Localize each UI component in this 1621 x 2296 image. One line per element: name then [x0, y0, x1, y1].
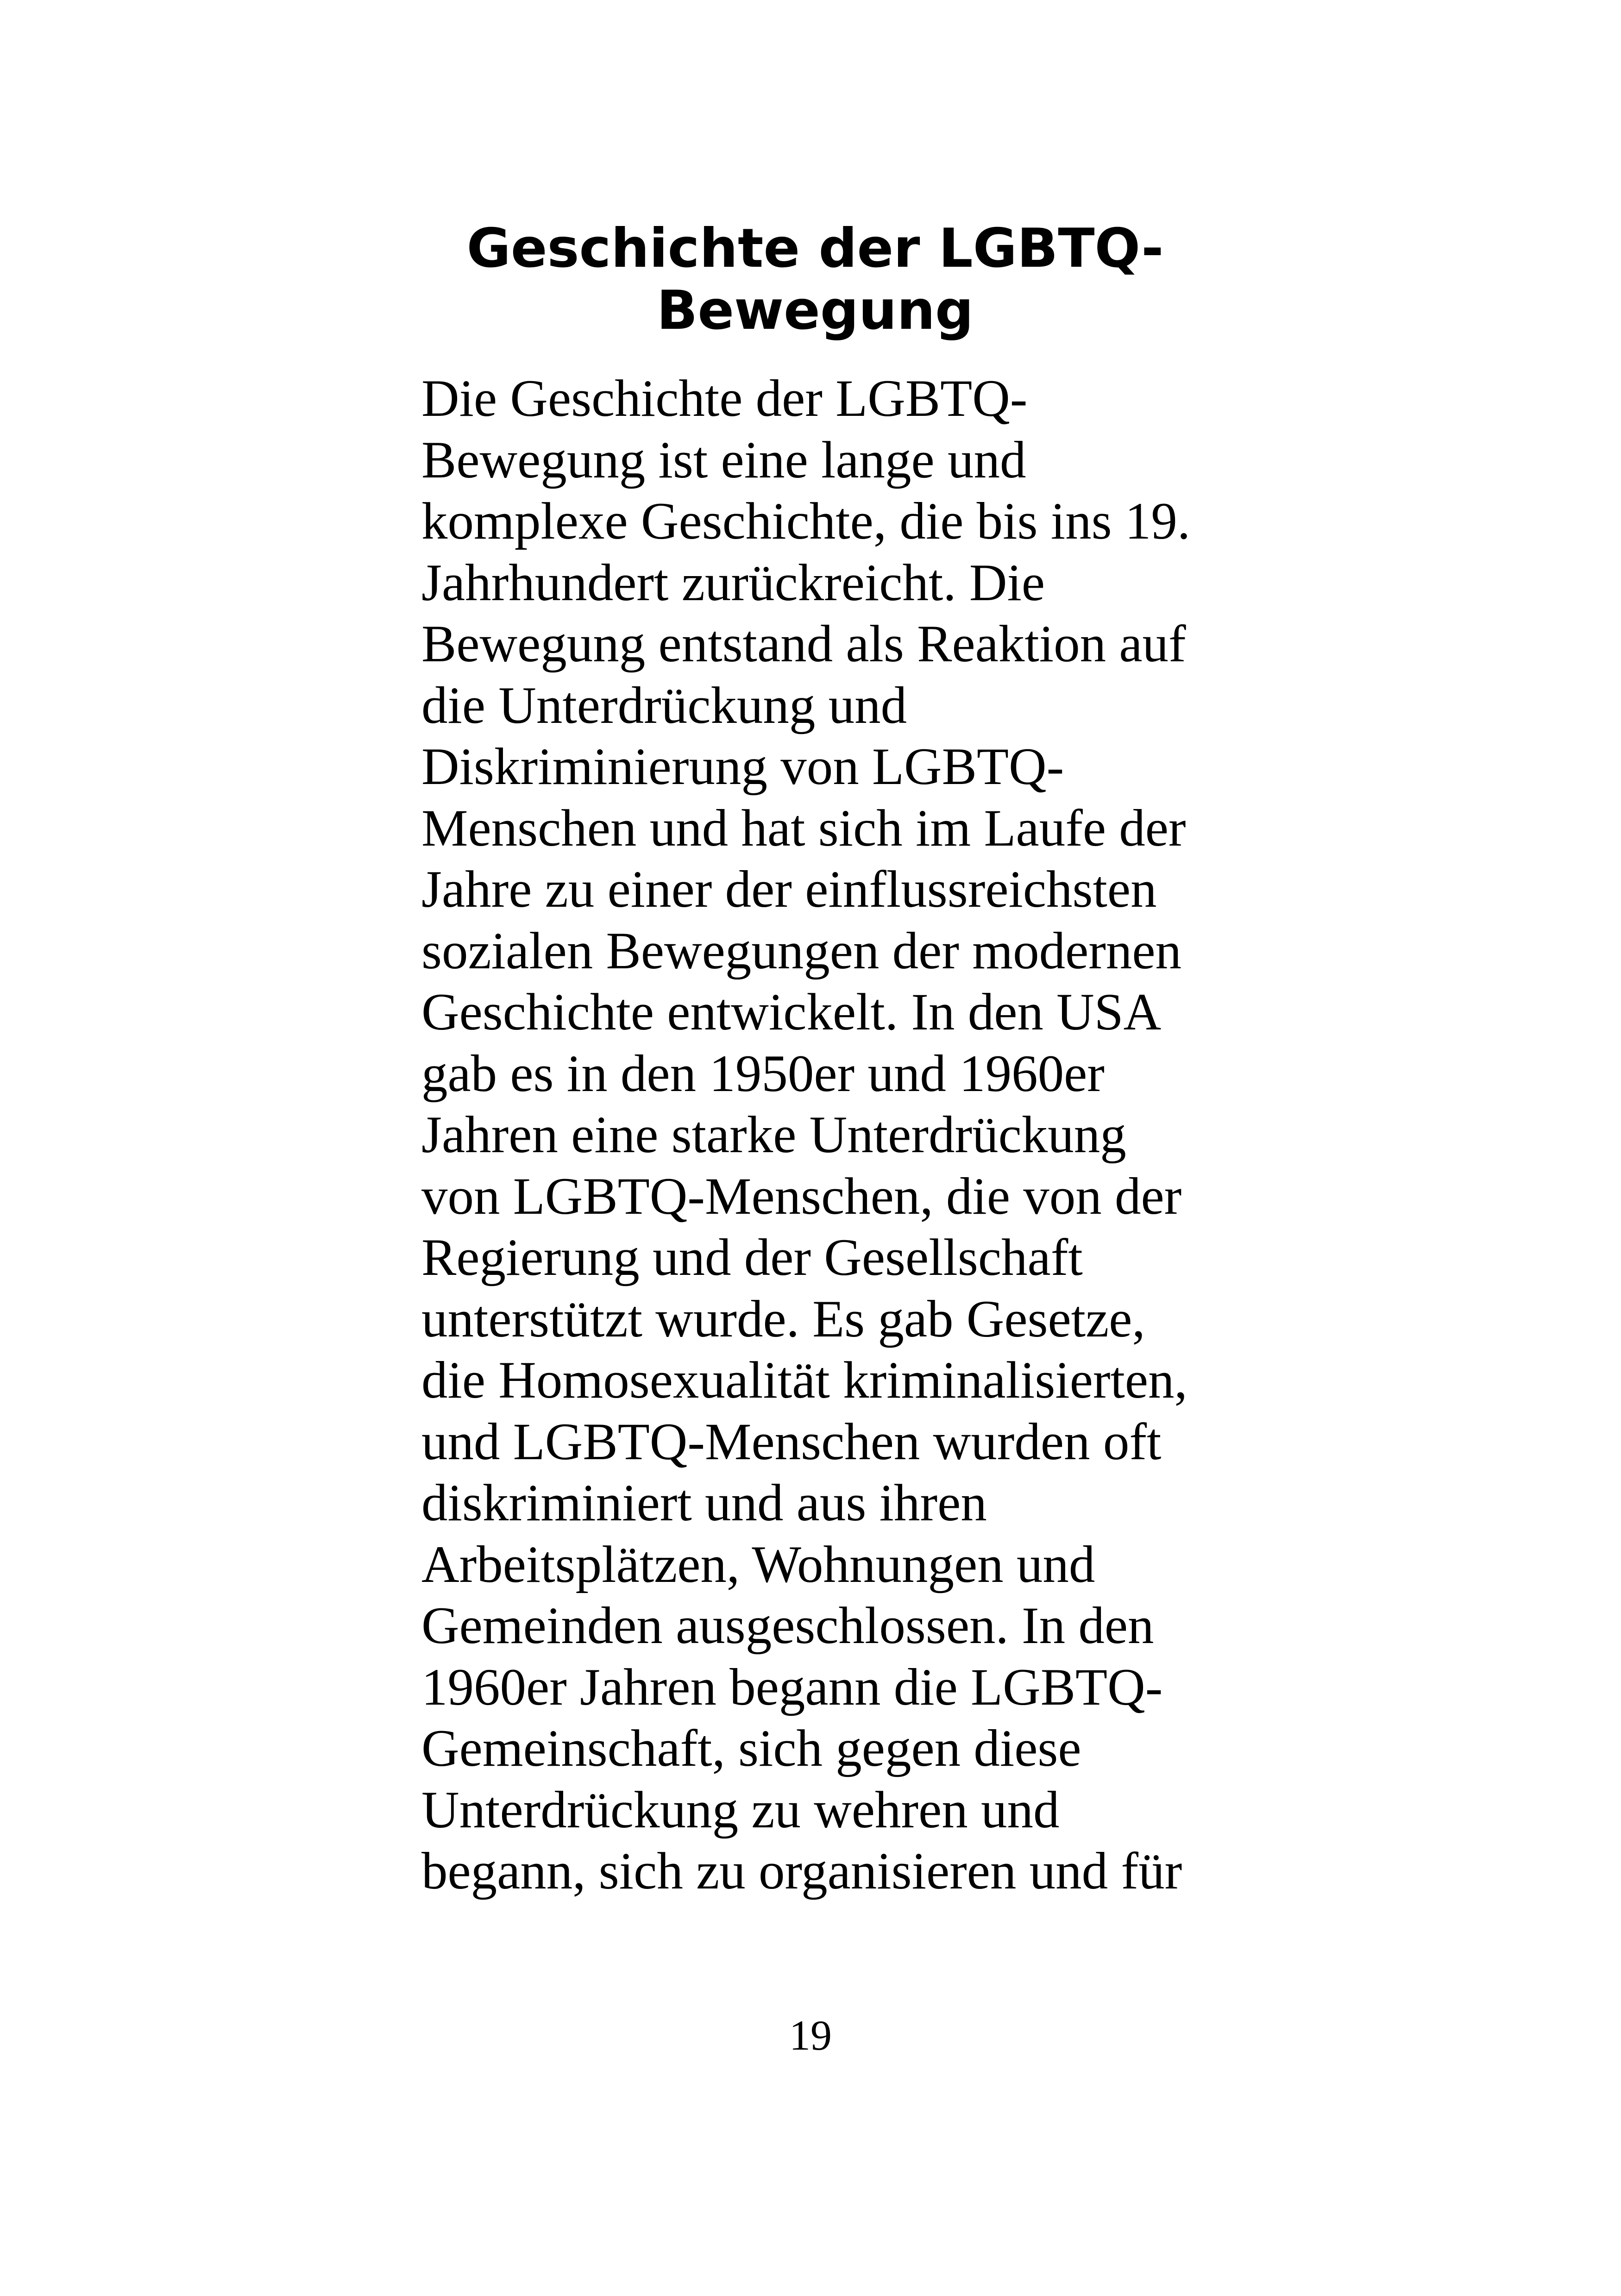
- body-line: Gemeinden ausgeschlossen. In den: [421, 1597, 1154, 1655]
- body-line: sozialen Bewegungen der modernen: [421, 922, 1182, 980]
- body-line: komplexe Geschichte, die bis ins 19.: [421, 492, 1191, 550]
- body-line: Gemeinschaft, sich gegen diese: [421, 1719, 1081, 1777]
- body-line: die Homosexualität kriminalisierten,: [421, 1351, 1187, 1409]
- body-line: Regierung und der Gesellschaft: [421, 1229, 1083, 1286]
- body-line: Bewegung ist eine lange und: [421, 431, 1026, 489]
- page-heading: [408, 218, 1223, 342]
- body-line: Bewegung entstand als Reaktion auf: [421, 615, 1186, 673]
- body-line: Arbeitsplätzen, Wohnungen und: [421, 1535, 1095, 1593]
- body-line: Jahren eine starke Unterdrückung: [421, 1106, 1126, 1164]
- heading-line: Bewegung: [656, 279, 974, 342]
- body-line: von LGBTQ-Menschen, die von der: [421, 1167, 1182, 1225]
- body-line: die Unterdrückung und: [421, 676, 907, 734]
- body-line: begann, sich zu organisieren und für: [421, 1842, 1182, 1900]
- body-line: diskriminiert und aus ihren: [421, 1474, 987, 1532]
- body-line: unterstützt wurde. Es gab Gesetze,: [421, 1290, 1145, 1348]
- body-line: und LGBTQ-Menschen wurden oft: [421, 1412, 1162, 1471]
- body-line: Unterdrückung zu wehren und: [421, 1781, 1060, 1839]
- body-line: Geschichte entwickelt. In den USA: [421, 983, 1162, 1041]
- body-line: Die Geschichte der LGBTQ-: [421, 370, 1028, 427]
- body-line: Diskriminierung von LGBTQ-: [421, 738, 1064, 796]
- body-line: Menschen und hat sich im Laufe der: [421, 799, 1186, 857]
- body-paragraph: [421, 368, 1237, 1902]
- body-line: 1960er Jahren begann die LGBTQ-: [421, 1658, 1163, 1716]
- body-line: Jahrhundert zurückreicht. Die: [421, 553, 1045, 612]
- body-line: gab es in den 1950er und 1960er: [421, 1044, 1105, 1103]
- page-number: 19: [789, 2012, 832, 2059]
- heading-line: Geschichte der LGBTQ-: [466, 217, 1164, 280]
- body-line: Jahre zu einer der einflussreichsten: [421, 860, 1157, 918]
